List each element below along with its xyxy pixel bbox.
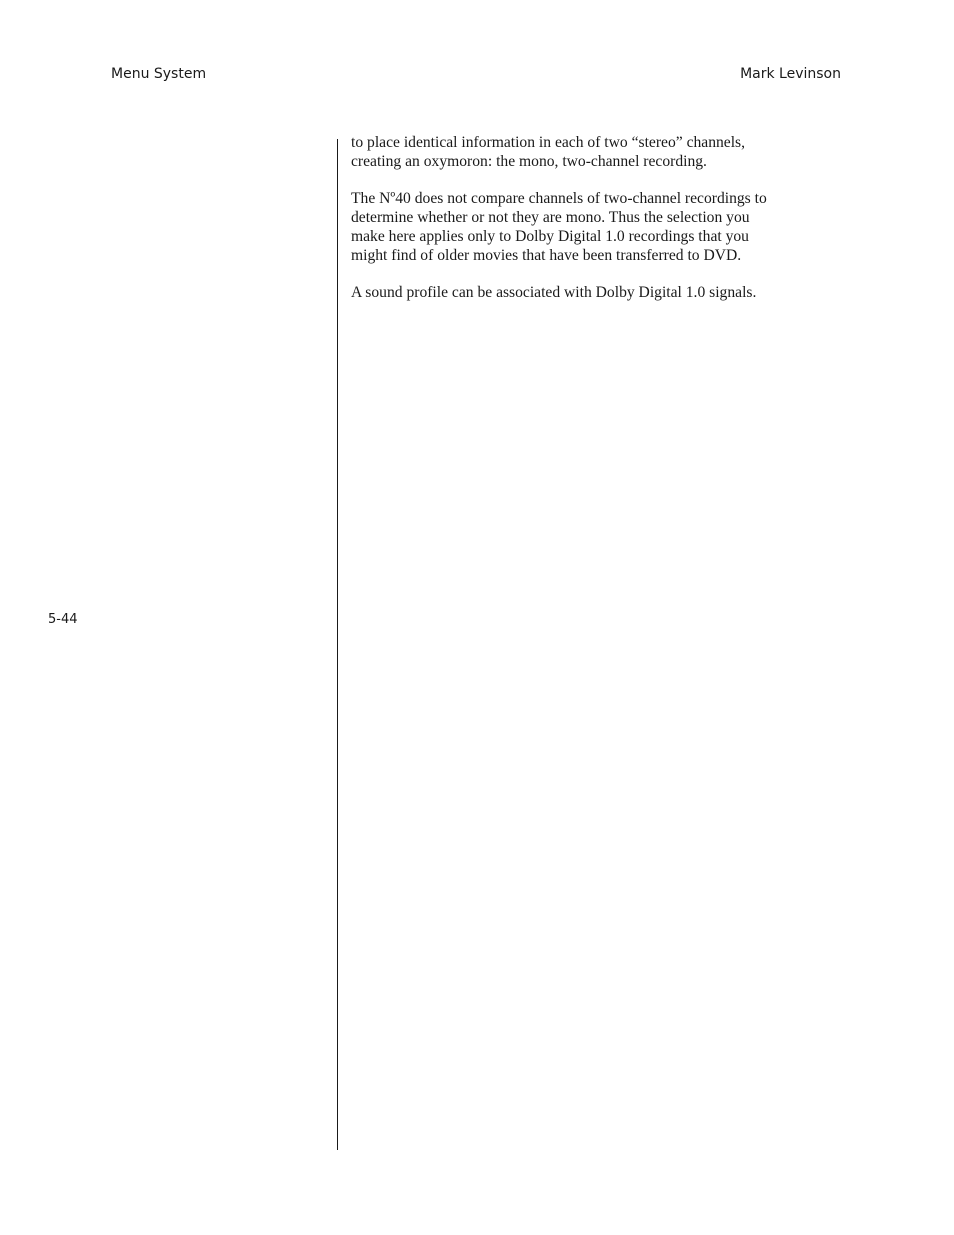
text-line: to place identical information in each of two “stereo” channels,	[351, 134, 746, 151]
text-line: might find of older movies that have been transferred to DVD.	[351, 246, 742, 264]
text-line: make here applies only to Dolby Digital 1.0 recordings that you	[351, 227, 749, 245]
text-line: A sound profile can be associated with Dolby Digital 1.0 signals.	[351, 284, 757, 302]
running-header-section: Menu System	[111, 66, 207, 82]
text-line: The Nº40 does not compare channels of two-channel recordings to	[351, 190, 767, 208]
text-line: creating an oxymoron: the mono, two-channel recording.	[351, 152, 707, 170]
column-divider-rule	[337, 139, 338, 1150]
text-line: determine whether or not they are mono. Thus the selection you	[351, 209, 750, 227]
paragraph-2	[351, 190, 851, 265]
body-text-column	[351, 134, 851, 322]
running-header-brand: Mark Levinson	[740, 66, 841, 82]
paragraph-3	[351, 284, 851, 303]
page-number: 5-44	[48, 612, 78, 627]
paragraph-1	[351, 134, 851, 171]
